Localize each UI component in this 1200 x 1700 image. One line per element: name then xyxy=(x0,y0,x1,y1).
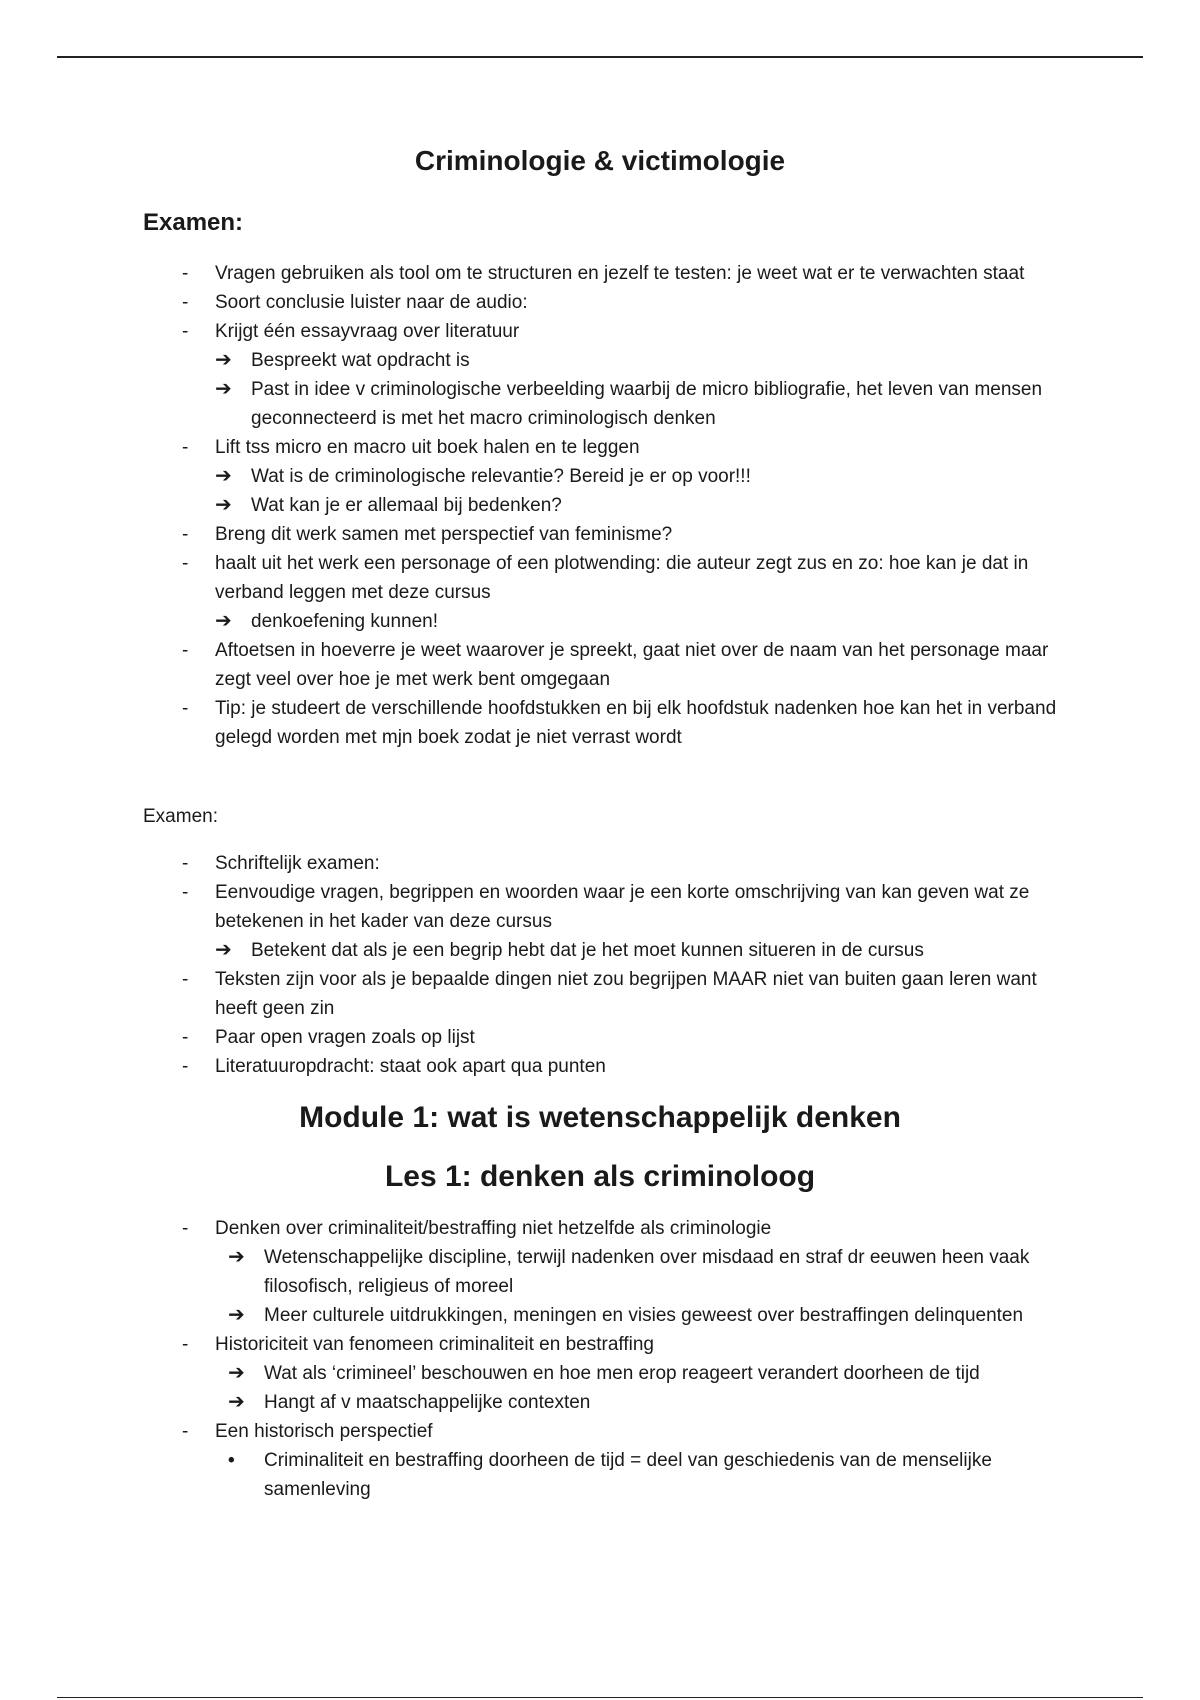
sub-list-item xyxy=(215,375,1060,433)
sub-list-item-text: denkoefening kunnen! xyxy=(251,611,438,632)
sub-list-item xyxy=(228,1243,1060,1301)
list-item-text: Vragen gebruiken als tool om te structuren en jezelf te testen: je weet wat er te verwachten staat xyxy=(215,263,1025,284)
sub-list-item-text: Wat als ‘crimineel’ beschouwen en hoe men erop reageert verandert doorheen de tijd xyxy=(264,1363,980,1384)
sub-list-item-text: Wat kan je er allemaal bij bedenken? xyxy=(251,495,562,516)
top-rule xyxy=(57,56,1143,58)
sub-list-item-text: Hangt af v maatschappelijke contexten xyxy=(264,1392,591,1413)
sub-list xyxy=(215,1446,1060,1504)
list-item-text: Denken over criminaliteit/bestraffing niet hetzelfde als criminologie xyxy=(215,1218,772,1239)
list-item-text: Breng dit werk samen met perspectief van feminisme? xyxy=(215,524,673,545)
list-item xyxy=(0,317,1200,433)
arrow-icon: ➔ xyxy=(215,349,232,371)
sub-list-item xyxy=(215,346,1060,375)
exam-list xyxy=(0,259,1200,752)
list-item-text: Krijgt één essayvraag over literatuur xyxy=(215,321,520,342)
sub-list-item-text: Meer culturele uitdrukkingen, meningen en visies geweest over bestraffingen delinquenten xyxy=(264,1305,1024,1326)
bottom-rule xyxy=(57,1697,1143,1698)
list-item xyxy=(0,259,1200,288)
list-item xyxy=(0,849,1200,878)
sub-list-item-text: Criminaliteit en bestraffing doorheen de tijd = deel van geschiedenis van de menselijke samenleving xyxy=(264,1450,992,1500)
arrow-icon: ➔ xyxy=(228,1304,245,1326)
sub-list xyxy=(215,462,1060,520)
arrow-icon: ➔ xyxy=(215,494,232,516)
sub-list-item xyxy=(215,491,1060,520)
list-item xyxy=(0,1330,1200,1417)
arrow-icon: ➔ xyxy=(215,378,232,400)
list-item xyxy=(0,636,1200,694)
list-item-text: Schriftelijk examen: xyxy=(215,853,380,874)
sub-list-item xyxy=(228,1446,1060,1504)
sub-list-item xyxy=(215,936,1060,965)
list-item xyxy=(0,1023,1200,1052)
list-item-text: Paar open vragen zoals op lijst xyxy=(215,1027,475,1048)
list-item xyxy=(0,549,1200,636)
module-heading: Module 1: wat is wetenschappelijk denken xyxy=(299,1101,901,1134)
list-item-text: Eenvoudige vragen, begrippen en woorden waar je een korte omschrijving van kan geven wat ze betekenen in het kader van deze cursus xyxy=(215,882,1030,932)
arrow-icon: ➔ xyxy=(215,939,232,961)
list-item-text: Tip: je studeert de verschillende hoofdstukken en bij elk hoofdstuk nadenken hoe kan het in verband gelegd worden met mjn boek zodat je niet verrast wordt xyxy=(215,698,1057,748)
list-item-text: Lift tss micro en macro uit boek halen en te leggen xyxy=(215,437,640,458)
list-item-text: haalt uit het werk een personage of een plotwending: die auteur zegt zus en zo: hoe kan je dat in verband leggen met deze cursus xyxy=(215,553,1029,603)
sub-list-item-text: Past in idee v criminologische verbeelding waarbij de micro bibliografie, het leven van mensen geconnecteerd is met het macro criminologisch denken xyxy=(251,379,1043,429)
list-item xyxy=(0,433,1200,520)
list-item-text: Een historisch perspectief xyxy=(215,1421,433,1442)
section-heading-exam-2: Examen: xyxy=(143,806,218,827)
arrow-icon: ➔ xyxy=(215,465,232,487)
sub-list xyxy=(215,1359,1060,1417)
sub-list xyxy=(215,1243,1060,1330)
list-item xyxy=(0,694,1200,752)
sub-list xyxy=(215,607,1060,636)
list-item-text: Aftoetsen in hoeverre je weet waarover je spreekt, gaat niet over de naam van het personage maar zegt veel over hoe je met werk bent omgegaan xyxy=(215,640,1049,690)
list-item xyxy=(0,1417,1200,1504)
exam-list-2 xyxy=(0,849,1200,1081)
section-heading-exam: Examen: xyxy=(143,209,244,236)
sub-list-item-text: Bespreekt wat opdracht is xyxy=(251,350,470,371)
sub-list-item xyxy=(215,462,1060,491)
list-item xyxy=(0,878,1200,965)
sub-list-item xyxy=(215,607,1060,636)
list-item xyxy=(0,965,1200,1023)
arrow-icon: ➔ xyxy=(228,1391,245,1413)
list-item xyxy=(0,1052,1200,1081)
sub-list-item-text: Betekent dat als je een begrip hebt dat je het moet kunnen situeren in de cursus xyxy=(251,940,924,961)
sub-list-item-text: Wetenschappelijke discipline, terwijl nadenken over misdaad en straf dr eeuwen heen vaak filosofisch, religieus of moreel xyxy=(264,1247,1030,1297)
sub-list-item-text: Wat is de criminologische relevantie? Bereid je er op voor!!! xyxy=(251,466,751,487)
list-item xyxy=(0,520,1200,549)
list-item xyxy=(0,1214,1200,1330)
sub-list xyxy=(215,346,1060,433)
arrow-icon: ➔ xyxy=(228,1362,245,1384)
lesson-heading: Les 1: denken als criminoloog xyxy=(384,1160,816,1193)
sub-list xyxy=(215,936,1060,965)
list-item-text: Historiciteit van fenomeen criminaliteit en bestraffing xyxy=(215,1334,654,1355)
arrow-icon: ➔ xyxy=(228,1246,245,1268)
bullet-icon: • xyxy=(228,1450,235,1471)
arrow-icon: ➔ xyxy=(215,610,232,632)
document-title: Criminologie & victimologie xyxy=(414,145,786,176)
sub-list-item xyxy=(228,1301,1060,1330)
sub-list-item xyxy=(228,1388,1060,1417)
lesson-list xyxy=(0,1214,1200,1504)
list-item-text: Teksten zijn voor als je bepaalde dingen niet zou begrijpen MAAR niet van buiten gaan leren want heeft geen zin xyxy=(215,969,1037,1019)
list-item-text: Literatuuropdracht: staat ook apart qua punten xyxy=(215,1056,606,1077)
list-item-text: Soort conclusie luister naar de audio: xyxy=(215,292,528,313)
list-item xyxy=(0,288,1200,317)
sub-list-item xyxy=(228,1359,1060,1388)
